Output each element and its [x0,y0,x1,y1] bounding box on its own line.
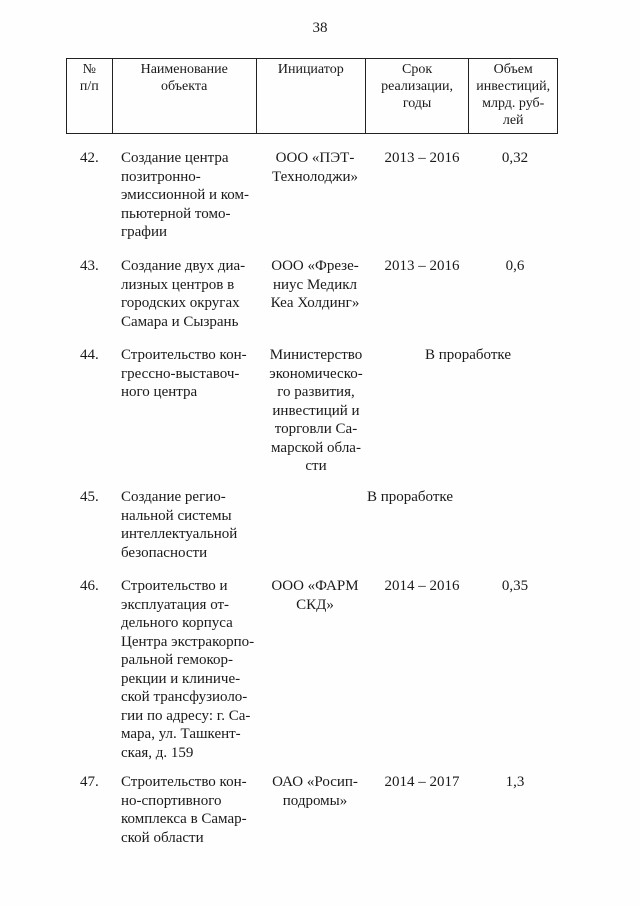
row-object-name: Строительство и эксплуатация от- дельного корпуса Центра экстракорпо- ральной гемокор- рекции и клиниче- ской трансфузиоло- гии по адресу: г. Са- мара, ул. Ташкент- ская, д. 159 [121,578,255,761]
row-number: 42. [80,150,99,166]
row-term: 2013 – 2016 [384,258,460,274]
row-number: 47. [80,774,99,790]
header-term: Срок реализации, годы [365,59,469,134]
header-object-name: Наименование объекта [112,59,256,134]
row-number: 46. [80,578,99,594]
row-investment-volume: 0,6 [505,258,525,274]
row-term: 2014 – 2017 [384,774,460,790]
row-initiator: ООО «ФАРМ СКД» [271,578,359,613]
header-initiator: Инициатор [256,59,365,134]
row-initiator: ОАО «Росип- подромы» [272,774,358,809]
row-object-name: Создание регио- нальной системы интеллектуальной безопасности [121,489,238,561]
row-number: 45. [80,489,99,505]
row-number: 44. [80,347,99,363]
row-status: В проработке [424,347,511,363]
row-term: 2013 – 2016 [384,150,460,166]
header-row [67,59,558,134]
page-number: 38 [312,20,328,36]
table-header [66,58,558,134]
row-object-name: Создание центра позитронно- эмиссионной и ком- пьютерной томо- графии [121,150,250,240]
row-status: В проработке [366,489,453,505]
row-object-name: Строительство кон- грессно-выставоч- ного центра [121,347,247,400]
row-investment-volume: 1,3 [505,774,525,790]
row-initiator: Министерство экономическо- го развития, инвестиций и торговли Са- марской обла- сти [269,347,363,474]
header-number: № п/п [67,59,113,134]
row-term: 2014 – 2016 [384,578,460,594]
row-initiator: ООО «Фрезе- ниус Медикл Кеа Холдинг» [270,258,360,311]
row-number: 43. [80,258,99,274]
row-object-name: Создание двух диа- лизных центров в городских округах Самара и Сызрань [121,258,246,330]
row-object-name: Строительство кон- но-спортивного комплекса в Самар- ской области [121,774,247,846]
row-investment-volume: 0,35 [501,578,529,594]
row-initiator: ООО «ПЭТ- Технолоджи» [272,150,358,185]
row-investment-volume: 0,32 [501,150,529,166]
header-investment-volume: Объем инвестиций, млрд. руб- лей [469,59,558,134]
